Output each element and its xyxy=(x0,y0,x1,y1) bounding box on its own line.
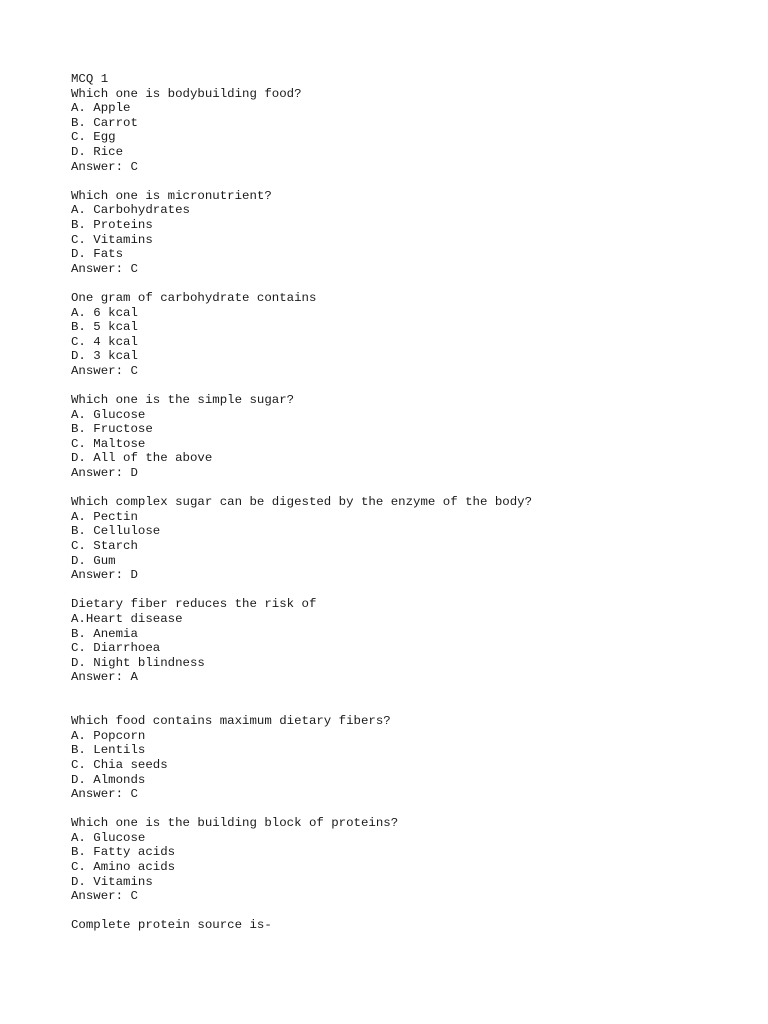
question-block xyxy=(71,714,731,802)
question-block xyxy=(71,87,731,175)
answer-text: Answer: C xyxy=(71,889,138,904)
question-block xyxy=(71,918,731,933)
option-a: A. Glucose xyxy=(71,407,146,422)
option-b: B. 5 kcal xyxy=(71,320,138,335)
question-text: Which one is the building block of proteins? xyxy=(71,816,399,831)
question-text: Which one is the simple sugar? xyxy=(71,393,295,408)
question-text: Which complex sugar can be digested by the enzyme of the body? xyxy=(71,495,533,510)
option-c: C. Diarrhoea xyxy=(71,641,161,656)
option-a: A. Apple xyxy=(71,101,131,116)
option-b: B. Fructose xyxy=(71,422,153,437)
question-block xyxy=(71,495,731,583)
spacer xyxy=(71,802,731,817)
option-d: D. Almonds xyxy=(71,772,146,787)
option-a: A. Glucose xyxy=(71,830,146,845)
spacer xyxy=(71,904,731,919)
spacer xyxy=(71,685,731,714)
option-c: C. Egg xyxy=(71,130,116,145)
option-c: C. Starch xyxy=(71,539,138,553)
answer-text: Answer: D xyxy=(71,568,138,583)
question-text: Which one is bodybuilding food? xyxy=(71,86,302,101)
document-header: MCQ 1 xyxy=(71,72,109,86)
spacer xyxy=(71,276,731,291)
option-b: B. Anemia xyxy=(71,626,138,641)
option-b: B. Lentils xyxy=(71,743,146,758)
question-text: Dietary fiber reduces the risk of xyxy=(71,597,317,612)
option-a: A. Popcorn xyxy=(71,728,146,743)
option-a: A. Carbohydrates xyxy=(71,203,190,218)
option-d: D. Gum xyxy=(71,553,116,568)
question-block xyxy=(71,597,731,685)
option-a: A. 6 kcal xyxy=(71,305,138,320)
spacer xyxy=(71,378,731,393)
question-text: Complete protein source is- xyxy=(71,918,272,933)
spacer xyxy=(71,481,731,496)
option-b: B. Fatty acids xyxy=(71,845,176,860)
option-b: B. Cellulose xyxy=(71,524,161,539)
option-d: D. All of the above xyxy=(71,451,213,466)
option-c: C. Amino acids xyxy=(71,860,176,875)
question-block xyxy=(71,816,731,904)
answer-text: Answer: C xyxy=(71,261,138,276)
option-c: C. Vitamins xyxy=(71,232,153,247)
option-c: C. Maltose xyxy=(71,436,146,451)
spacer xyxy=(71,174,731,189)
option-d: D. Vitamins xyxy=(71,874,153,889)
spacer xyxy=(71,583,731,598)
option-a: A.Heart disease xyxy=(71,611,183,626)
option-c: C. Chia seeds xyxy=(71,757,168,772)
answer-text: Answer: A xyxy=(71,670,138,685)
question-block xyxy=(71,189,731,277)
answer-text: Answer: C xyxy=(71,363,138,378)
answer-text: Answer: C xyxy=(71,787,138,802)
option-d: D. 3 kcal xyxy=(71,349,138,364)
option-c: C. 4 kcal xyxy=(71,334,138,349)
option-a: A. Pectin xyxy=(71,509,138,524)
option-b: B. Carrot xyxy=(71,115,138,130)
option-d: D. Night blindness xyxy=(71,655,205,670)
answer-text: Answer: C xyxy=(71,159,138,174)
option-b: B. Proteins xyxy=(71,217,153,232)
option-d: D. Rice xyxy=(71,144,124,159)
question-block xyxy=(71,393,731,481)
document-page xyxy=(71,72,731,933)
question-block xyxy=(71,291,731,379)
answer-text: Answer: D xyxy=(71,466,138,481)
option-d: D. Fats xyxy=(71,247,124,262)
question-text: Which one is micronutrient? xyxy=(71,188,272,203)
question-text: One gram of carbohydrate contains xyxy=(71,290,317,305)
question-text: Which food contains maximum dietary fibers? xyxy=(71,714,391,729)
